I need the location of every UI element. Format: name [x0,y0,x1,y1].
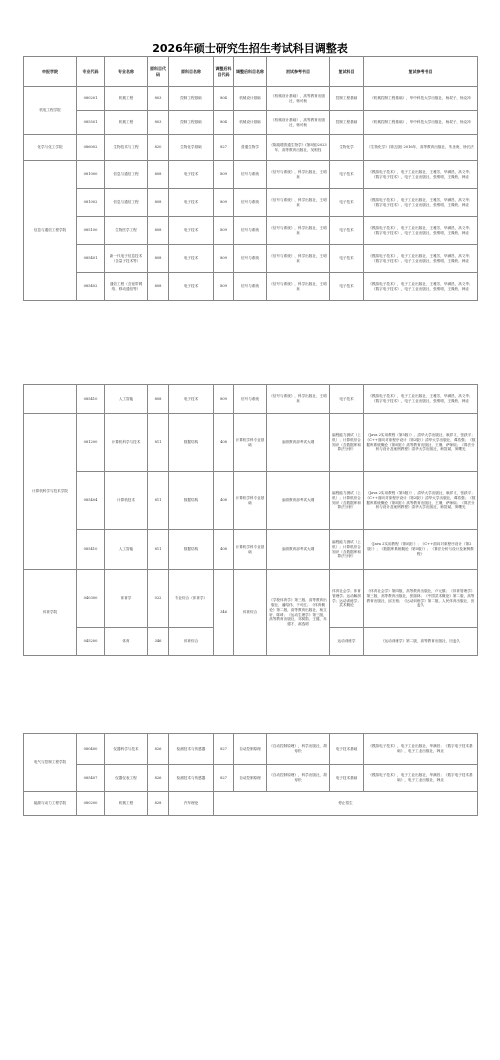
major-name-cell: 计算机科学与技术 [105,414,148,472]
orig-code-cell: 826 [148,734,169,765]
retest-subject-cell: 控制工程基础 [330,111,364,135]
retest-books-cell: 《Java 2实用教程（第5版）》，清华大学出版社，耿祥义，张跃平；《C++面向对象程序设计（第2版）》清华大学出版社，谭浩强；《数据库系统概论（第5版）》高等教育出版社，王珊，萨师煊；《算法分析与设计及案例教程》清华大学出版社，师智斌，窦曙光 [364,472,478,530]
table-row [24,414,478,472]
new-subject-cell: 自动控制原理 [234,734,267,765]
exam-books-cell: 《信号与系统》，科学出版社，王明泉 [267,245,330,273]
new-subject-cell: 信号与系统 [234,161,267,189]
new-code-cell: 804 [214,111,234,135]
major-name-cell: 仪器科学与技术 [105,734,148,765]
orig-subject-cell: 电子技术 [169,217,214,245]
retest-books-cell: 《运动训练学》第二版，高等教育出版社，田麦久 [364,628,478,656]
retest-books-cell: 《模拟电子技术》，电子工业出版社，王雅芳，华满昌，高义华；《数字电子技术》，电子工业出版社，张维明，王豫欣，韩垚 [364,161,478,189]
exam-books-cell: 参照教育部考试大纲 [267,414,330,472]
adjustment-table-part-3 [23,733,478,816]
major-code-cell: 086002 [77,135,105,161]
exam-books-cell: 《信号与系统》，科学出版社，王明泉 [267,161,330,189]
new-code-cell: 809 [214,385,234,414]
retest-subject-cell: 电子技术 [330,245,364,273]
retest-subject-cell: 电子技术 [330,189,364,217]
header-retest-subject: 复试科目 [330,57,364,87]
major-code-cell: 081000 [77,161,105,189]
retest-subject-cell: 生物化学 [330,135,364,161]
new-code-cell: 809 [214,245,234,273]
school-cell: 机电工程学院 [24,87,77,135]
exam-books-cell: 《陈阅增普通生物学》(第5版)2023年，高等教育出版社，吴相钰 [267,135,330,161]
major-name-cell: 信息与通信工程 [105,161,148,189]
major-name-cell: 通信工程（含宽带网络、移动通信等） [105,273,148,301]
exam-books-cell: 《信号与系统》，科学出版社，王明泉 [267,217,330,245]
major-code-cell: 085501 [77,111,105,135]
orig-code-cell: 811 [148,530,169,570]
retest-subject-cell: 电子技术 [330,217,364,245]
orig-code-cell: 803 [148,87,169,111]
major-name-cell: 仪器仪表工程 [105,765,148,792]
orig-code-cell: 808 [148,385,169,414]
new-code-cell: 809 [214,161,234,189]
retest-books-cell: 《模拟电子技术》，电子工业出版社，王雅芳，华满昌，高义华；《数字电子技术》，电子工业出版社，张维明，王豫欣，韩垚 [364,385,478,414]
orig-code-cell: 022 [148,570,169,628]
new-code-cell: 827 [214,734,234,765]
orig-code-cell: 820 [148,135,169,161]
new-code-cell: 408 [214,414,234,472]
header-major-name: 专业名称 [105,57,148,87]
exam-books-cell: 《信号与系统》，科学出版社，王明泉 [267,273,330,301]
header-new-subject: 调整后科目名称 [234,57,267,87]
header-retest-books: 复试参考书目 [364,57,478,87]
major-code-cell: 080200 [77,792,105,816]
retest-books-cell: 《模拟电子技术》，电子工业出版社，王雅芳，华满昌，高义华；《数字电子技术》，电子工业出版社，张维明，王豫欣，韩垚 [364,189,478,217]
major-code-cell: 085407 [77,765,105,792]
exam-books-cell: 《信号与系统》，科学出版社，王明泉 [267,189,330,217]
adjustment-table-part-1 [23,56,478,301]
major-name-cell: 体育学 [105,570,148,628]
orig-code-cell: 808 [148,189,169,217]
exam-books-cell: 参照教育部考试大纲 [267,530,330,570]
new-code-cell: 809 [214,189,234,217]
major-name-cell: 人工智能 [105,530,148,570]
major-name-cell: 生物医学工程 [105,217,148,245]
major-code-cell: 081200 [77,414,105,472]
new-subject-cell: 信号与系统 [234,189,267,217]
major-code-cell: 085410 [77,385,105,414]
orig-subject-cell: 电子技术 [169,385,214,414]
orig-code-cell: 811 [148,414,169,472]
table-row [24,217,478,245]
retest-subject-cell: 编程能力测试（上机）；计算机综合知识（含数据库和算法分析） [330,530,364,570]
retest-books-cell: 《模拟电子技术》，电子工业出版社，王雅芳，华满昌，高义华；《数字电子技术》，电子工业出版社，张维明，王豫欣，韩垚 [364,245,478,273]
orig-code-cell: 808 [148,273,169,301]
major-code-cell: 085404 [77,472,105,530]
orig-code-cell: 346 [148,628,169,656]
table-row [24,570,478,628]
new-subject-cell: 信号与系统 [234,385,267,414]
major-name-cell: 机械工程 [105,87,148,111]
major-name-cell: 机械工程 [105,792,148,816]
new-subject-cell: 信号与系统 [234,217,267,245]
major-name-cell: 生物技术与工程 [105,135,148,161]
retest-subject-cell: 体育社会学；体育管理学；运动解剖学；运动训练学；武术概论 [330,570,364,628]
orig-subject-cell: 电子技术 [169,189,214,217]
header-major-code: 专业代码 [77,57,105,87]
table-row [24,792,478,816]
retest-subject-cell: 控制工程基础 [330,87,364,111]
new-code-cell: 809 [214,217,234,245]
orig-subject-cell: 生物化学基础 [169,135,214,161]
table-row [24,87,478,111]
major-code-cell: 085410 [77,530,105,570]
page-title: 2026年硕士研究生招生考试科目调整表 [152,42,348,55]
orig-code-cell: 811 [148,472,169,530]
retest-subject-cell: 编程能力测试（上机）；计算机综合知识（含数据库和算法分析） [330,414,364,472]
orig-code-cell: 808 [148,161,169,189]
major-code-cell: 085402 [77,273,105,301]
major-code-cell: 081002 [77,189,105,217]
major-name-cell: 机械工程 [105,111,148,135]
major-name-cell: 计算机技术 [105,472,148,530]
orig-code-cell: 808 [148,245,169,273]
new-subject-cell: 普通生物学 [234,135,267,161]
orig-subject-cell: 汽车理论 [169,792,214,816]
orig-subject-cell: 控制工程基础 [169,87,214,111]
retest-subject-cell: 电子技术 [330,385,364,414]
table-row [24,273,478,301]
retest-books-cell: 《模拟电子技术》，电子工业出版社，华满昌；《数字电子技术基础》，电子工业出版社，韩垚 [364,765,478,792]
new-subject-cell: 计算机学科专业基础 [234,530,267,570]
new-subject-cell: 信号与系统 [234,273,267,301]
orig-subject-cell: 电子技术 [169,273,214,301]
table-row [24,189,478,217]
orig-code-cell: 826 [148,765,169,792]
school-cell: 能源与动力工程学院 [24,792,77,816]
header-exam-books: 初试参考书目 [267,57,330,87]
retest-subject-cell: 电子技术基础 [330,765,364,792]
retest-books-cell: 《模拟电子技术》，电子工业出版社，王雅芳，华满昌，高义华；《数字电子技术》，电子工业出版社，张维明，王豫欣，韩垚 [364,273,478,301]
table-row [24,765,478,792]
new-code-cell: 827 [214,135,234,161]
retest-books-cell: 《模拟电子技术》，电子工业出版社，王雅芳，华满昌，高义华；《数字电子技术》，电子工业出版社，张维明，王豫欣，韩垚 [364,217,478,245]
school-cell: 化学与化工学院 [24,135,77,161]
table-row [24,530,478,570]
header-school: 申报学院 [24,57,77,87]
retest-books-cell: 《体育社会学》第四版，高等教育出版社，卢元镇；《体育管理学》第三版，高等教育出版社，张瑞林；《中国武术概论》第二版，高等教育出版社，邱丕相；《运动训练学》第二版，人民体育出版社，田麦久 [364,570,478,628]
orig-subject-cell: 体育综合 [169,628,214,656]
major-code-cell: 040300 [77,570,105,628]
orig-subject-cell: 电子技术 [169,245,214,273]
header-orig-code: 原科目代码 [148,57,169,87]
table-row [24,734,478,765]
retest-books-cell: 《生物化学》(第五版) 2016年，高等教育出版社，朱圣庚，徐长法 [364,135,478,161]
school-cell: 体育学院 [24,570,77,656]
orig-subject-cell: 检测技术与传感器 [169,765,214,792]
orig-code-cell: 803 [148,111,169,135]
exam-books-cell: 参照教育部考试大纲 [267,472,330,530]
exam-books-cell: 《自动控制原理》，科学出版社，胡寿松 [267,734,330,765]
orig-subject-cell: 控制工程基础 [169,111,214,135]
new-code-cell: 346 [214,570,234,656]
table-header-row [24,57,478,87]
new-subject-cell: 体育综合 [234,570,267,656]
school-cell: 信息与通信工程学院 [24,161,77,301]
new-subject-cell: 机械设计基础 [234,87,267,111]
orig-code-cell: 808 [148,217,169,245]
major-code-cell: 085401 [77,245,105,273]
new-code-cell: 408 [214,472,234,530]
exam-books-cell: 《机械设计基础》，高等教育出版社，杨可桢 [267,87,330,111]
table-row [24,245,478,273]
major-name-cell: 人工智能 [105,385,148,414]
major-name-cell: 信息与通信工程 [105,189,148,217]
new-code-cell: 408 [214,530,234,570]
table-row [24,111,478,135]
new-subject-cell: 机械设计基础 [234,111,267,135]
new-subject-cell: 信号与系统 [234,245,267,273]
header-orig-subject: 原科目名称 [169,57,214,87]
major-code-cell: 080201 [77,87,105,111]
table-row [24,385,478,414]
adjustment-table-part-2 [23,384,478,656]
retest-books-cell: 《模拟电子技术》，电子工业出版社，华满昌；《数字电子技术基础》，电子工业出版社，韩垚 [364,734,478,765]
retest-books-cell: 《机械控制工程基础》，华中科技大学出版社，杨叔子，杨克冲 [364,111,478,135]
table-row [24,135,478,161]
new-code-cell: 804 [214,87,234,111]
status-note-cell: 停止招生 [214,792,478,816]
new-subject-cell: 计算机学科专业基础 [234,414,267,472]
table-row [24,472,478,530]
retest-books-cell: 《Java 2实用教程（第5版）》，清华大学出版社，耿祥义，张跃平；《C++面向对象程序设计（第2版）》清华大学出版社，谭浩强；《数据库系统概论（第5版）》高等教育出版社，王珊，萨师煊；《算法分析与设计及案例教程》清华大学出版社，师智斌，窦曙光 [364,414,478,472]
orig-subject-cell: 数据结构 [169,530,214,570]
orig-subject-cell: 检测技术与传感器 [169,734,214,765]
school-cell: 电气与控制工程学院 [24,734,77,792]
orig-subject-cell: 数据结构 [169,472,214,530]
orig-subject-cell: 电子技术 [169,161,214,189]
table-row [24,161,478,189]
new-code-cell: 809 [214,273,234,301]
retest-books-cell: 《机械控制工程基础》，华中科技大学出版社，杨叔子，杨克冲 [364,87,478,111]
new-subject-cell: 自动控制原理 [234,765,267,792]
new-code-cell: 827 [214,765,234,792]
exam-books-cell: 《学校体育学》第三版，高等教育出版社，潘绍伟、于可红；《体育概论》第二版，高等教育出版社，杨文轩、陈琦；《运动生理学》第三版，高等教育出版社，邓树勋、王健、乔德才、郝选明 [267,570,330,656]
major-code-cell: 085100 [77,217,105,245]
retest-subject-cell: 电子技术 [330,273,364,301]
header-new-code: 调整后科目代码 [214,57,234,87]
new-subject-cell: 计算机学科专业基础 [234,472,267,530]
school-cell: 计算机科学与技术学院 [24,414,77,570]
exam-books-cell: 《机械设计基础》，高等教育出版社，杨可桢 [267,111,330,135]
exam-books-cell: 《自动控制原理》，科学出版社，胡寿松 [267,765,330,792]
retest-subject-cell: 运动训练学 [330,628,364,656]
orig-subject-cell: 专业综合（体育学） [169,570,214,628]
major-code-cell: 045200 [77,628,105,656]
major-code-cell: 080400 [77,734,105,765]
retest-books-cell: 《Java 2实用教程（第5版）》；《C++面向对象程序设计（第2版）》；《数据库系统概论（第5版）》；《算法分析与设计及案例教程》 [364,530,478,570]
retest-subject-cell: 电子技术 [330,161,364,189]
major-name-cell: 体育 [105,628,148,656]
retest-subject-cell: 电子技术基础 [330,734,364,765]
major-name-cell: 新一代电子信息技术（含量子技术等） [105,245,148,273]
orig-code-cell: 828 [148,792,169,816]
school-cell [24,385,77,414]
orig-subject-cell: 数据结构 [169,414,214,472]
retest-subject-cell: 编程能力测试（上机）；计算机综合知识（含数据库和算法分析） [330,472,364,530]
exam-books-cell: 《信号与系统》，科学出版社，王明泉 [267,385,330,414]
